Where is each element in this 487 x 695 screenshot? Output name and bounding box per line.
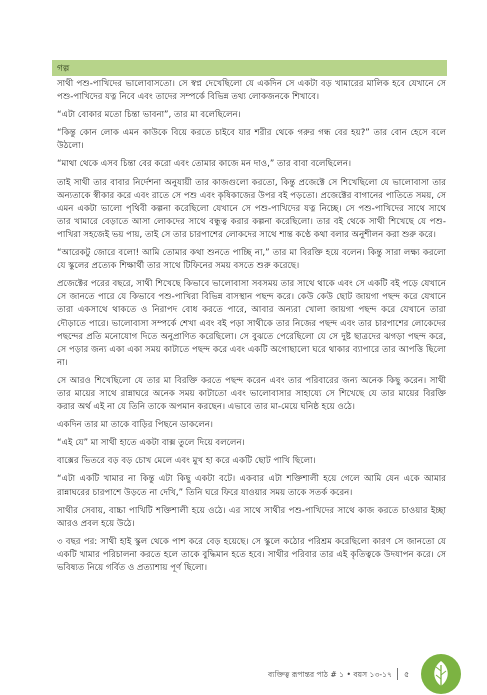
paragraph: “আরেকটু জোরে বলো! আমি তোমার কথা শুনতে পাচ্ছি না,” তার মা বিরক্তি হয়ে বলেন। কিন্তু সারা লক্ষ্য করলো যে স্কুলের প্রত্যেক শিক্ষার্থী তার সাথে টিফিনের সময় বসতে শুরু করেছে। xyxy=(57,248,446,272)
paragraph: “এটা বোকার মতো চিন্তা ভাবনা”, তার মা বলেছিলেন। xyxy=(57,110,241,121)
paragraph: “এটা একটি খামার না কিন্তু এটা কিছু একটা বটে। একবার এটা শক্তিশালী হয়ে গেলে আমি যেন একে আমার রান্নাঘরের চারপাশে উড়তে না দেখি,” তিনি ঘরে ফিরে যাওয়ার সময় তাকে সতর্ক করেন। xyxy=(57,474,446,498)
page-number: ৫ xyxy=(404,670,410,679)
footer-divider xyxy=(397,668,398,680)
paragraph: সাথী পশু-পাখিদের ভালোবাসতো। সে স্বপ্ন দেখেছিলো যে একদিন সে একটা বড় খামারের মালিক হবে যেখানে সে পশু-পাখিদের যত্ন নিবে এবং তাদের সম্পর্কে বিভিন্ন তথ্য লোকজনকে শিখাবে। xyxy=(57,79,446,103)
paragraph: সাথীর সেবায়, বাচ্চা পাখিটি শক্তিশালী হয়ে ওঠে। এর সাথে সাথীর পশু-পাখিদের সাথে কাজ করতে চাওয়ার ইচ্ছা আরও প্রবল হয়ে উঠে। xyxy=(57,505,446,529)
leaf-icon xyxy=(420,653,462,695)
story-body xyxy=(57,78,446,580)
paragraph: বাক্সের ভিতরে বড় বড় চোখ মেলে এবং মুখ হা করে একটি ছোট পাখি ছিলো। xyxy=(57,456,316,467)
section-label: গল্প xyxy=(57,64,70,74)
footer-series-text: ব্যক্তিত্ব রূপান্তর পাঠ # ১ • বয়স ১৩-১৭ xyxy=(268,670,392,679)
paragraph: প্রজেক্টের পরের বছরে, সাথী শিখেছে কিভাবে ভালোবাসা সবসময় তার সাথে থাকে এবং সে একটি বই পড়ে যেখানে সে জানতে পারে যে কিভাবে পশু-পাখিরা বিভিন্ন বাসস্থান পছন্দ করে। কেউ কেউ ছোট জায়গা পছন্দ করে যেখানে তারা একসাথে থাকতে ও নিরাপদ বোধ করতে পারে, আবার অন্যরা খোলা জায়গা পছন্দ করে যেখানে তারা দৌড়াতে পারে। ভালোবাসা সম্পর্কে শেখা এবং বই পড়া সাথীকে তার নিজের পছন্দ এবং তার চারপাশের লোকেদের পছন্দের প্রতি মনোযোগ দিতে অনুপ্রাণিত করেছিলো। সে বুঝতে পেরেছিলো যে সে দুষ্ট ছাত্রদের ঝগড়া পছন্দ করে, সে পড়ার জন্য একা একা সময় কাটাতে পছন্দ করে এবং একটি অগোছালো ঘরে থাকার ব্যাপারে তার আপত্তি ছিলো না। xyxy=(57,279,446,368)
page-footer xyxy=(0,668,487,688)
paragraph: “মাথা থেকে এসব চিন্তা বের করো এবং তোমার কাজে মন দাও,” তার বাবা বলেছিলেন। xyxy=(57,159,352,170)
paragraph: “এই যে” মা সাথী হাতে একটা বাক্স তুলে দিয়ে বললেন। xyxy=(57,438,245,449)
paragraph: “কিন্তু কোন লোক এমন কাউকে বিয়ে করতে চাইবে যার শরীর থেকে গরুর গন্ধ বের হয়?” তার বোন হেসে বলে উঠলো। xyxy=(57,128,446,152)
section-header-band xyxy=(52,60,447,76)
paragraph: সে আরও শিখেছিলো যে তার মা বিরক্তি করতে পছন্দ করেন এবং তার পরিবারের জন্য অনেক কিছু করেন। সাথী তার মায়ের সাথে রান্নাঘরে অনেক সময় কাটাতো এবং ভালোবাসার সাহায্যে সে শিখেছে যে তার মায়ের বিরক্তি করার অর্থ এই না যে তিনি তাকে অপমান করছেন। এভাবে তার মা-মেয়ে ঘনিষ্ঠ হয়ে ওঠে। xyxy=(57,375,446,413)
paragraph: একদিন তার মা তাকে বাড়ির পিছনে ডাকলেন। xyxy=(57,420,213,431)
paragraph: ৩ বছর পর: সাথী হাই স্কুল থেকে পাশ করে বেড় হয়েছে। সে স্কুলে কঠোর পরিশ্রম করেছিলো কারণ সে জানতো যে একটি খামার পরিচালনা করতে হলে তাকে বুদ্ধিমান হতে হবে। সাথীর পরিবার তার এই কৃতিত্বকে উদযাপন করে। সে ভবিষ্যত নিয়ে গর্বিত ও প্রত্যাশায় পূর্ণ ছিলো। xyxy=(57,536,446,573)
paragraph: তাই সাথী তার বাবার নির্দেশনা অনুযায়ী তার কাজগুলো করতো, কিন্তু প্রজেক্টে সে শিখেছিলো যে ভালোবাসা তার অন্যতাকে স্বীকার করে এবং রাতে সে পশু এবং কৃষিকাজের উপর বই পড়তো। প্রজেক্টের বাগানের পাতিতে সময়, সে এমন একটা ভালো পৃথিবী কল্পনা করেছিলো যেখানে সে পশু-পাখিদের যত্ন নিচ্ছে। সে পশু-পাখিদের সাথে সাথে তার খামারে বেড়াতে আসা লোকদের সাথে বন্ধুত্ব করার কল্পনা করেছিলো। তার বই থেকে সাথী শিখেছে যে পশু-পাখিরা সহজেই ভয় পায়, তাই সে তার চারপাশের লোকদের সাথে শান্ত কণ্ঠে কথা বলার অনুশীলন করা শুরু করে। xyxy=(57,177,446,240)
